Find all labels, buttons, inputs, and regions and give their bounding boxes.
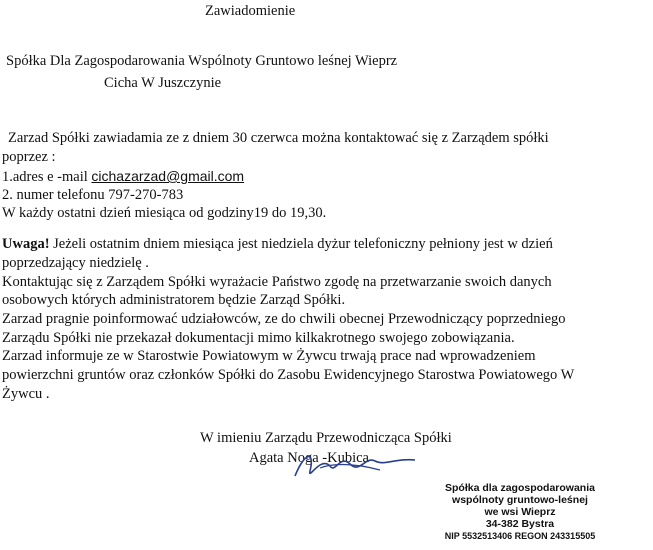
paragraph: poprzez :	[2, 149, 56, 165]
stamp-line: Spółka dla zagospodarowania	[445, 482, 595, 494]
paragraph: powierzchni gruntów oraz członków Spółki do Zasobu Ewidencyjnego Starostwa Powiatowego W	[2, 367, 575, 383]
stamp-line: NIP 5532513406 REGON 243315505	[444, 531, 596, 541]
email-label: 1.adres e -mail	[2, 169, 92, 185]
warning-label: Uwaga!	[2, 236, 50, 252]
stamp-line: 34-382 Bystra	[485, 518, 555, 530]
warning-text: Jeżeli ostatnim dniem miesiąca jest niedziela dyżur telefoniczny pełniony jest w dzień	[49, 236, 553, 252]
email-line	[2, 168, 244, 186]
paragraph: Zarządu Spółki nie przekazał dokumentacji mimo kilkakrotnego swojego zobowiązania.	[2, 330, 515, 346]
header-line: Cicha W Juszczynie	[104, 75, 222, 91]
stamp-line: wspólnoty gruntowo-leśnej	[452, 494, 588, 506]
header-line: Spółka Dla Zagospodarowania Wspólnoty Gruntowo leśnej Wieprz	[6, 53, 398, 69]
paragraph: poprzedzający niedzielę .	[2, 255, 149, 271]
paragraph: Zarzad informuje ze w Starostwie Powiatowym w Żywcu trwają prace nad wprowadzeniem	[2, 348, 536, 364]
handwritten-signature	[290, 446, 420, 486]
stamp-line: we wsi Wieprz	[484, 506, 556, 518]
paragraph: Kontaktując się z Zarządem Spółki wyrażacie Państwo zgodę na przetwarzanie swoich danych	[2, 274, 552, 290]
phone-line: 2. numer telefonu 797-270-783	[2, 187, 184, 203]
paragraph: Zarzad pragnie poinformować udziałowców, ze do chwili obecnej Przewodniczący poprzedniego	[2, 311, 566, 327]
document-title: Zawiadomienie	[205, 3, 296, 19]
email-link[interactable]: cichazarzad@gmail.com	[91, 168, 245, 184]
paragraph: Zarzad Spółki zawiadamia ze z dniem 30 czerwca można kontaktować się z Zarządem spółki	[8, 130, 549, 146]
paragraph: Żywcu .	[2, 386, 50, 402]
paragraph: osobowych których administratorem będzie Zarząd Spółki.	[2, 292, 346, 308]
warning-line	[2, 236, 553, 253]
signature-name: Agata Noga -Kubica	[249, 450, 369, 466]
signature-line: W imieniu Zarządu Przewodnicząca Spółki	[200, 430, 452, 446]
company-stamp	[405, 482, 635, 542]
hours-line: W każdy ostatni dzień miesiąca od godziny19 do 19,30.	[2, 205, 327, 221]
